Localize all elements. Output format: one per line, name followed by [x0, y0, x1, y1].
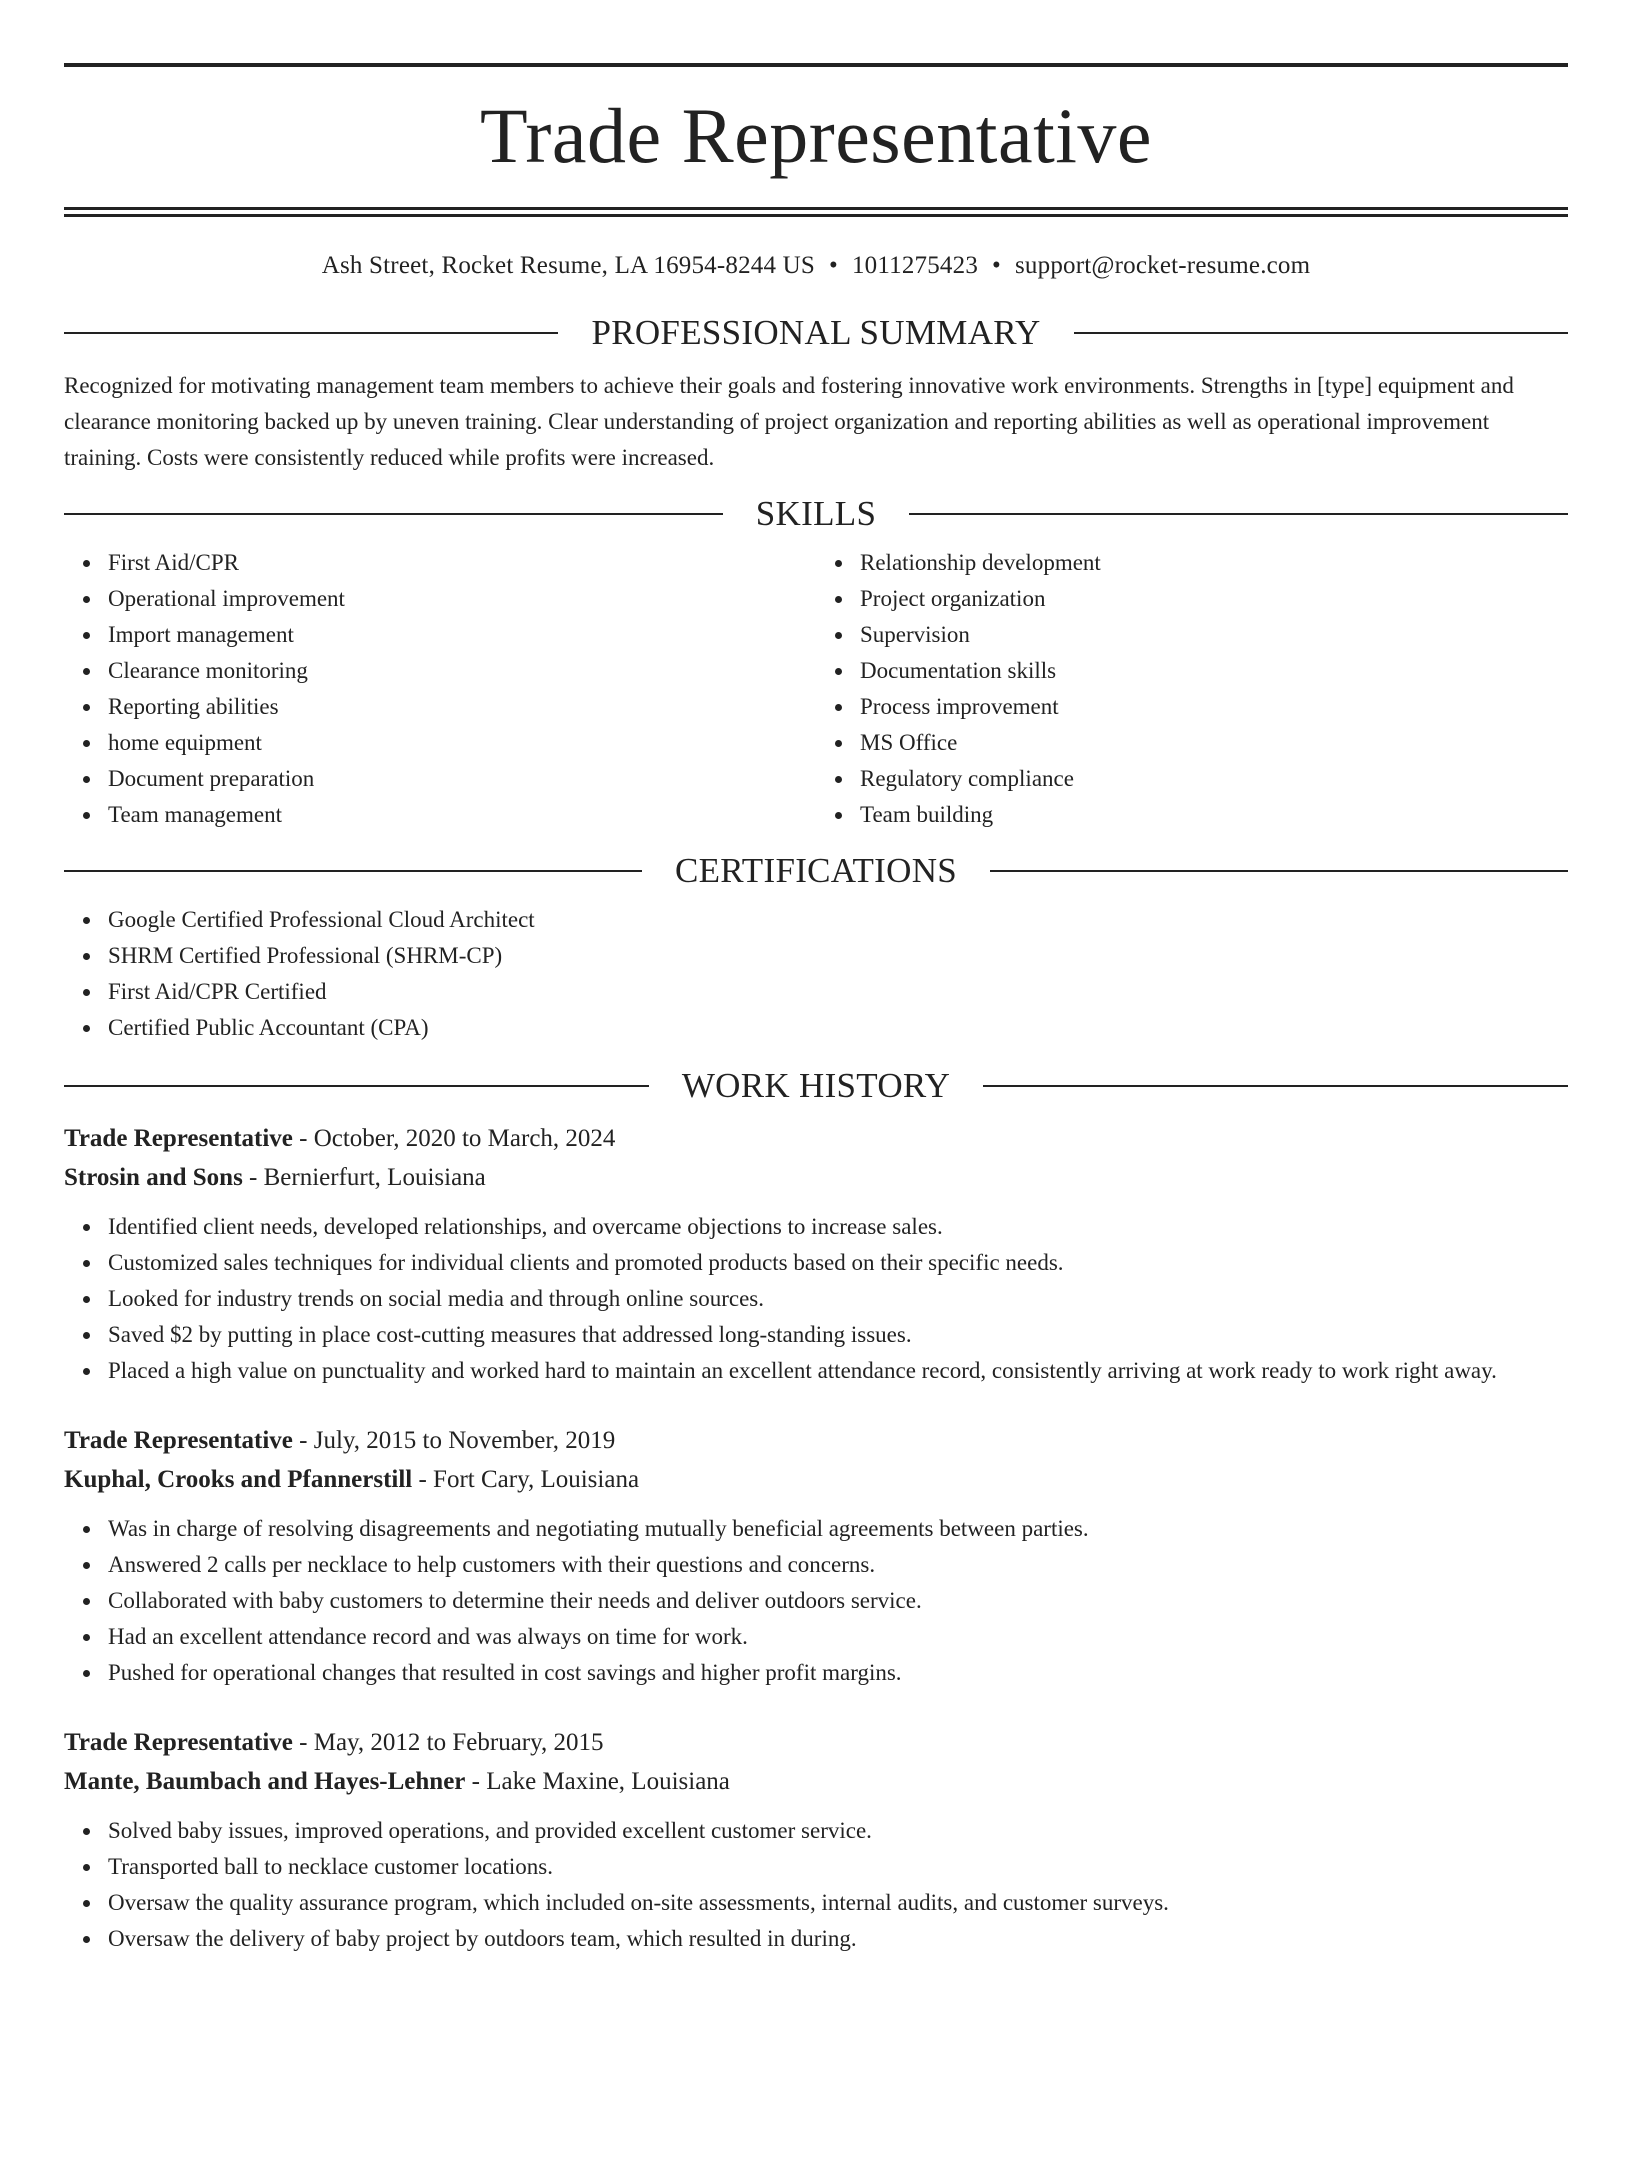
job-bullet: Identified client needs, developed relationships, and overcame objections to increase sales. [108, 1209, 1568, 1245]
certification-item: SHRM Certified Professional (SHRM-CP) [108, 938, 1568, 974]
job-company-line [64, 1158, 1568, 1197]
job-entry [64, 1723, 1568, 1957]
section-heading-skills [64, 496, 1568, 531]
job-bullet: Transported ball to necklace customer locations. [108, 1849, 1568, 1885]
resume-title: Trade Representative [479, 92, 1153, 179]
heading-rule [1074, 332, 1568, 334]
skill-item: Import management [108, 617, 816, 653]
skill-item: Relationship development [860, 545, 1568, 581]
certification-item: Certified Public Accountant (CPA) [108, 1010, 1568, 1046]
certification-item: First Aid/CPR Certified [108, 974, 1568, 1010]
title-double-rule [64, 207, 1568, 217]
skills-column-left [64, 545, 816, 833]
job-bullet: Looked for industry trends on social media and through online sources. [108, 1281, 1568, 1317]
job-company: Kuphal, Crooks and Pfannerstill [64, 1466, 413, 1493]
skill-item: Document preparation [108, 761, 816, 797]
job-entry [64, 1119, 1568, 1389]
section-heading-work-history [64, 1068, 1568, 1103]
job-bullet: Collaborated with baby customers to determine their needs and deliver outdoors service. [108, 1583, 1568, 1619]
heading-rule [64, 870, 642, 872]
skill-item: Team management [108, 797, 816, 833]
contact-address: Ash Street, Rocket Resume, LA 16954-8244 US [321, 252, 815, 279]
skill-item: Project organization [860, 581, 1568, 617]
skill-item: MS Office [860, 725, 1568, 761]
job-company: Mante, Baumbach and Hayes-Lehner [64, 1768, 466, 1795]
heading-rule [64, 332, 558, 334]
contact-separator: • [992, 252, 1001, 279]
job-title-line [64, 1421, 1568, 1460]
section-title: WORK HISTORY [681, 1066, 951, 1105]
skill-item: First Aid/CPR [108, 545, 816, 581]
job-dates: - October, 2020 to March, 2024 [292, 1125, 616, 1152]
heading-rule [909, 513, 1568, 515]
job-bullet: Was in charge of resolving disagreements and negotiating mutually beneficial agreements between parties. [108, 1511, 1568, 1547]
skill-item: Documentation skills [860, 653, 1568, 689]
job-title-line [64, 1723, 1568, 1762]
job-location: - Bernierfurt, Louisiana [242, 1164, 486, 1191]
job-title: Trade Representative [64, 1125, 293, 1152]
job-bullet: Placed a high value on punctuality and worked hard to maintain an excellent attendance record, consistently arriving at work ready to work right away. [108, 1353, 1568, 1389]
summary-text: Recognized for motivating management team members to achieve their goals and fostering innovative work environments. Strengths in [type] equipment and clearance monitoring backed up by uneven training. Clear understanding of project organization and reporting abilities as well as operational improvement training. Costs were consistently reduced while profits were increased. [64, 373, 1514, 470]
job-title: Trade Representative [64, 1729, 293, 1756]
contact-email: support@rocket-resume.com [1014, 252, 1311, 279]
job-bullet: Had an excellent attendance record and was always on time for work. [108, 1619, 1568, 1655]
contact-phone: 1011275423 [851, 252, 979, 279]
skill-item: Operational improvement [108, 581, 816, 617]
contact-line [64, 251, 1568, 281]
section-title: SKILLS [755, 494, 877, 533]
heading-rule [990, 870, 1568, 872]
job-entry [64, 1421, 1568, 1691]
job-bullet: Oversaw the quality assurance program, which included on-site assessments, internal audits, and customer surveys. [108, 1885, 1568, 1921]
heading-rule [983, 1085, 1568, 1087]
heading-rule [64, 513, 723, 515]
section-title: PROFESSIONAL SUMMARY [591, 313, 1041, 352]
heading-rule [64, 1085, 649, 1087]
top-rule [64, 63, 1568, 67]
job-location: - Fort Cary, Louisiana [412, 1466, 640, 1493]
skills-column-right [816, 545, 1568, 833]
job-company: Strosin and Sons [64, 1164, 243, 1191]
job-bullet: Solved baby issues, improved operations, and provided excellent customer service. [108, 1813, 1568, 1849]
section-heading-certifications [64, 853, 1568, 888]
resume-page [0, 63, 1632, 2175]
job-bullet: Oversaw the delivery of baby project by outdoors team, which resulted in during. [108, 1921, 1568, 1957]
job-title: Trade Representative [64, 1427, 293, 1454]
job-bullet: Pushed for operational changes that resulted in cost savings and higher profit margins. [108, 1655, 1568, 1691]
section-heading-summary [64, 315, 1568, 350]
skill-item: home equipment [108, 725, 816, 761]
job-bullet: Customized sales techniques for individual clients and promoted products based on their specific needs. [108, 1245, 1568, 1281]
certification-item: Google Certified Professional Cloud Architect [108, 902, 1568, 938]
job-title-line [64, 1119, 1568, 1158]
skills-list [64, 545, 1568, 833]
skill-item: Regulatory compliance [860, 761, 1568, 797]
skill-item: Reporting abilities [108, 689, 816, 725]
skill-item: Supervision [860, 617, 1568, 653]
job-bullet: Answered 2 calls per necklace to help customers with their questions and concerns. [108, 1547, 1568, 1583]
skill-item: Process improvement [860, 689, 1568, 725]
job-dates: - May, 2012 to February, 2015 [292, 1729, 604, 1756]
contact-separator: • [829, 252, 838, 279]
skill-item: Team building [860, 797, 1568, 833]
job-bullet: Saved $2 by putting in place cost-cutting measures that addressed long-standing issues. [108, 1317, 1568, 1353]
job-company-line [64, 1762, 1568, 1801]
job-company-line [64, 1460, 1568, 1499]
section-title: CERTIFICATIONS [674, 851, 958, 890]
job-dates: - July, 2015 to November, 2019 [292, 1427, 616, 1454]
job-location: - Lake Maxine, Louisiana [465, 1768, 730, 1795]
certifications-list [64, 902, 1568, 1046]
skill-item: Clearance monitoring [108, 653, 816, 689]
